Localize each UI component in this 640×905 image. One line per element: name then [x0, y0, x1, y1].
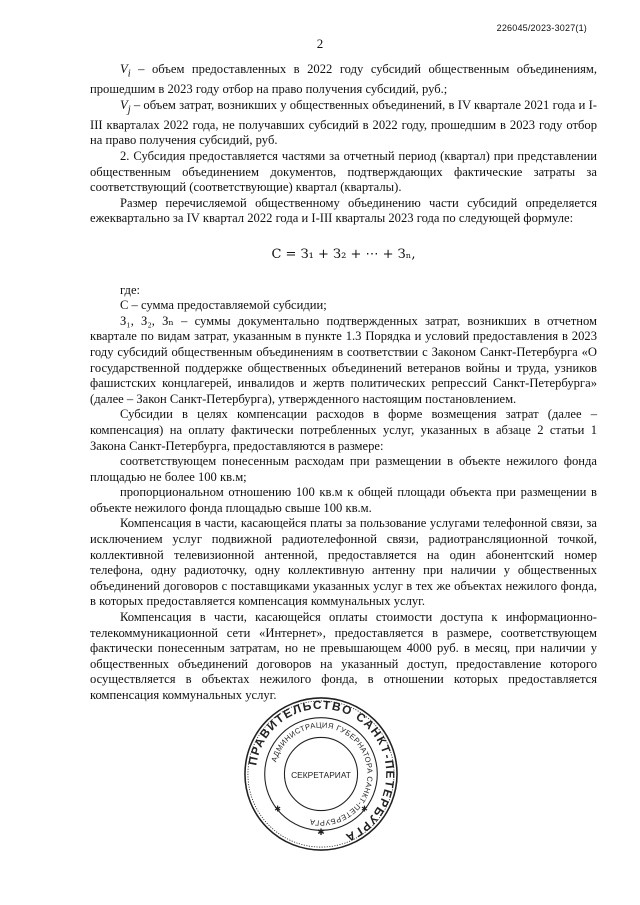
official-seal: [242, 695, 400, 853]
definition-c: С – сумма предоставляемой субсидии;: [120, 298, 327, 313]
seal-inner-text: АДМИНИСТРАЦИЯ ГУБЕРНАТОРА САНКТ-ПЕТЕРБУРГА: [269, 720, 375, 828]
seal-star-bottom-icon: ✱: [317, 827, 325, 838]
variable-vi: $V_i$: [120, 62, 131, 80]
document-number: 226045/2023-3027(1): [496, 23, 587, 33]
seal-star-left-icon: ✱: [274, 804, 281, 814]
page-number: 2: [316, 36, 324, 51]
seal-center-text: СЕКРЕТАРИАТ: [291, 769, 351, 780]
definition-z: З₁, З₂, Зₙ – суммы документально подтвержденных затрат, возникших в отчетном квартале по видам затрат, указанным в пункте 1.3 Порядка и условий предоставления в 2023 году субсидий общественным объединениям в соответствии с Законом Санкт-Петербурга «О государственной поддержке общественных объединений ветеранов войны и труда, узников фашистских концлагерей, инвалидов и жертв политических репрессий Санкт-Петербурга» (далее – Закон Санкт-Петербурга), утвержденного настоящим постановлением.: [90, 313, 597, 406]
paragraph-telephone: Компенсация в части, касающейся платы за пользование услугами телефонной связи, за исключением услуг подвижной радиотелефонной связи, радиотрансляционной точкой, коллективной телевизионной антенной, предоставляется на один абонентский номер телефона, одну радиоточку, одну коллективную антенну при наличии у общественных объединений договоров с поставщиками указанных услуг в тех же объектах нежилого фонда, в которых предоставляется компенсация коммунальных услуг.: [90, 516, 597, 609]
document-body: [90, 62, 597, 704]
paragraph-vj: $V_j$ – объем затрат, возникших у общественных объединений, в IV квартале 2021 года и I-III кварталах 2022 года, не получавших субсидий в 2022 году, прошедшим в 2023 году отбор на право получения субсидий, руб.: [90, 97, 597, 148]
paragraph-where: где:: [120, 282, 141, 297]
paragraph-up-to-100: соответствующем понесенным расходам при размещении в объекте нежилого фонда площадью не более 100 кв.м;: [90, 454, 597, 484]
formula: С = З₁ + З₂ + ⋯ + Зₙ,: [271, 246, 416, 262]
paragraph-internet: Компенсация в части, касающейся оплаты стоимости доступа к информационно-телекоммуникационной сети «Интернет», предоставляется в размере, соответствующем фактически понесенным затратам, но не превышающем 4000 руб. в месяц, при наличии у общественных объединений договоров на указанный доступ, предоставление которого осуществляется в объектах нежилого фонда, в отношении которых предоставляется компенсация коммунальных услуг.: [90, 610, 597, 702]
seal-star-right-icon: ✱: [361, 804, 368, 814]
paragraph-compensation: Субсидии в целях компенсации расходов в форме возмещения затрат (далее – компенсация) на оплату фактически потребленных услуг, указанных в абзаце 2 статьи 1 Закона Санкт-Петербурга, предоставляются в размере:: [90, 407, 597, 453]
paragraph-size: Размер перечисляемой общественному объединению части субсидий определяется ежеквартально за IV квартал 2022 года и I-III кварталы 2023 года по следующей формуле:: [90, 195, 597, 226]
paragraph-item-2: 2. Субсидия предоставляется частями за отчетный период (квартал) при представлении общественным объединением документов, подтверждающих фактические затраты за соответствующий (соответствующие) квартал (кварталы).: [90, 149, 597, 195]
variable-vj: $V_j$: [120, 97, 131, 116]
paragraph-over-100: пропорциональном отношению 100 кв.м к общей площади объекта при размещении в объекте нежилого фонда площадью свыше 100 кв.м.: [90, 485, 597, 515]
paragraph-vi: $V_i$ – объем предоставленных в 2022 году субсидий общественным объединениям, прошедшим в 2023 году отбор на право получения субсидий, руб.;: [90, 62, 597, 97]
seal-outer-text: ПРАВИТЕЛЬСТВО САНКТ-ПЕТЕРБУРГА: [245, 697, 398, 846]
